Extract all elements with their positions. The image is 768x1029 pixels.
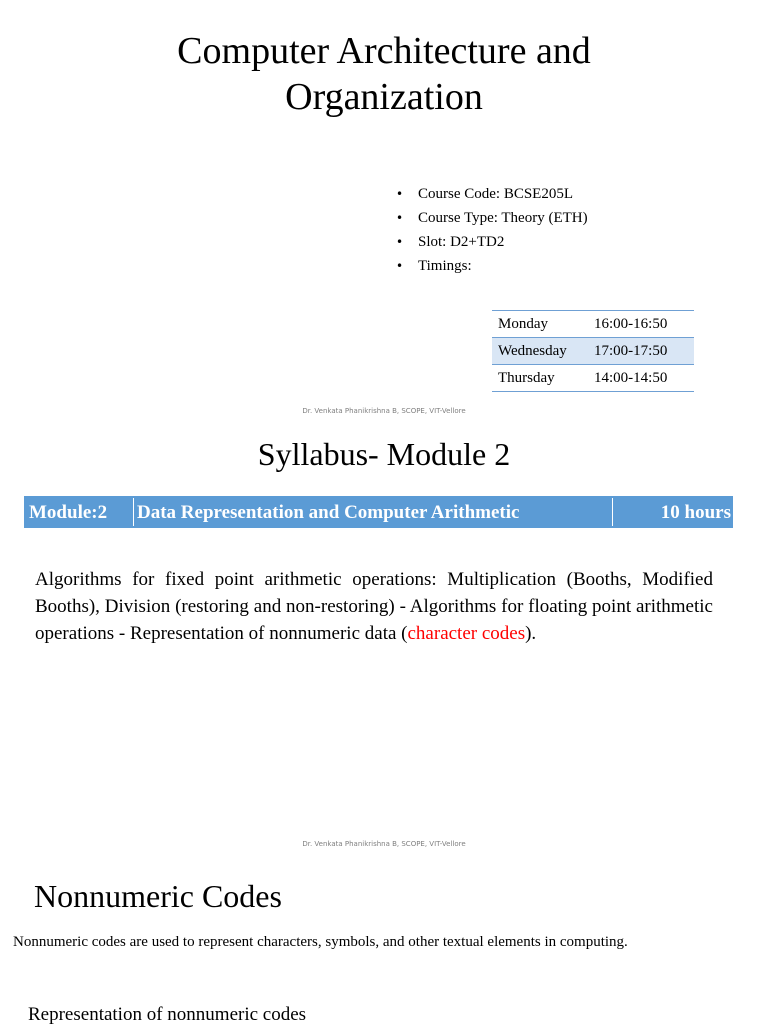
slide1-title-line2: Organization <box>285 76 483 118</box>
slide2-title: Syllabus- Module 2 <box>257 436 511 472</box>
list-item: • Course Code: BCSE205L <box>396 186 574 202</box>
bullet-icon: • <box>396 187 404 201</box>
bullet-icon: • <box>396 235 404 249</box>
day-cell: Wednesday <box>498 342 567 359</box>
module-description: Algorithms for fixed point arithmetic operations: Multiplication (Booths, Modified Booths), Division (restoring and non-restoring) - Algorithms for floating point arithmetic operations - Representation of nonnumeric data (character codes). <box>35 569 713 644</box>
slide3-subheading: Representation of nonnumeric codes <box>28 1004 307 1025</box>
table-row <box>492 365 694 392</box>
bullet-icon: • <box>396 259 404 273</box>
slide1-title <box>0 28 768 120</box>
slide2-footer: Dr. Venkata Phanikrishna B, SCOPE, VIT-Vellore <box>302 840 466 848</box>
module-header-bar <box>24 496 733 528</box>
slide3-body: Nonnumeric codes are used to represent characters, symbols, and other textual elements in computing. <box>13 934 628 950</box>
timings-table <box>492 310 694 392</box>
list-item: • Slot: D2+TD2 <box>396 234 505 250</box>
table-row <box>492 311 694 338</box>
cell-divider <box>612 498 613 526</box>
time-cell: 17:00-17:50 <box>594 342 668 359</box>
day-cell: Thursday <box>498 369 555 386</box>
time-cell: 16:00-16:50 <box>594 315 668 332</box>
highlight-text: character codes <box>407 623 526 644</box>
cell-divider <box>133 498 134 526</box>
day-cell: Monday <box>498 315 548 332</box>
slide1-title-line1: Computer Architecture and <box>177 30 591 72</box>
slide1-footer: Dr. Venkata Phanikrishna B, SCOPE, VIT-Vellore <box>302 407 466 415</box>
module-hours: 10 hours <box>660 502 731 523</box>
course-info-list <box>396 184 588 280</box>
slide3-title: Nonnumeric Codes <box>34 878 282 914</box>
table-row <box>492 338 694 365</box>
bullet-icon: • <box>396 211 404 225</box>
list-item: • Course Type: Theory (ETH) <box>396 210 588 226</box>
list-item: • Timings: <box>396 258 472 274</box>
module-name: Data Representation and Computer Arithmetic <box>137 502 520 523</box>
time-cell: 14:00-14:50 <box>594 369 668 386</box>
module-number: Module:2 <box>29 502 108 523</box>
